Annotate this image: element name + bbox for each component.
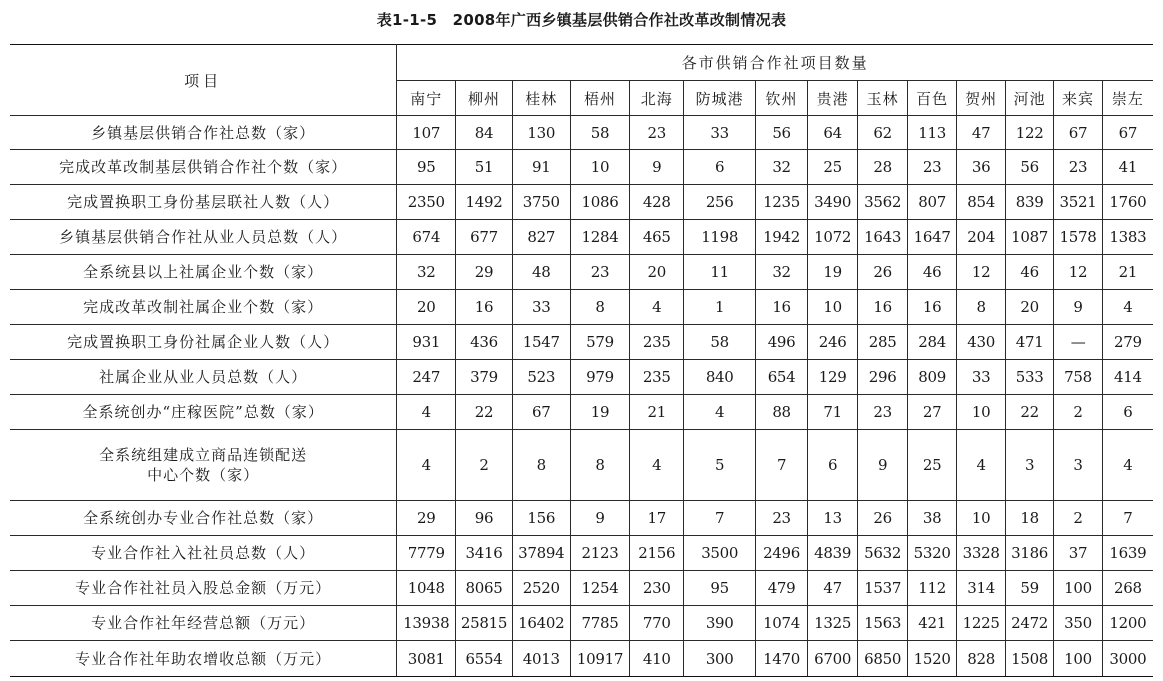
value-cell: 88 bbox=[756, 395, 808, 430]
value-cell: 3562 bbox=[858, 185, 908, 220]
value-cell: 48 bbox=[512, 255, 570, 290]
value-cell: 931 bbox=[397, 325, 456, 360]
value-cell: 8 bbox=[957, 290, 1005, 325]
value-cell: 2 bbox=[1054, 501, 1102, 536]
value-cell: 3521 bbox=[1054, 185, 1102, 220]
value-cell: 1760 bbox=[1102, 185, 1153, 220]
value-cell: 436 bbox=[456, 325, 513, 360]
value-cell: 36 bbox=[957, 150, 1005, 185]
value-cell: 654 bbox=[756, 360, 808, 395]
value-cell: 296 bbox=[858, 360, 908, 395]
value-cell: 23 bbox=[756, 501, 808, 536]
value-cell: 18 bbox=[1005, 501, 1053, 536]
row-label: 专业合作社年助农增收总额（万元） bbox=[10, 641, 397, 677]
city-group-header: 各市供销合作社项目数量 bbox=[397, 45, 1153, 81]
value-cell: 4 bbox=[397, 395, 456, 430]
value-cell: 23 bbox=[1054, 150, 1102, 185]
value-cell: 20 bbox=[1005, 290, 1053, 325]
value-cell: 1470 bbox=[756, 641, 808, 677]
value-cell: 1647 bbox=[907, 220, 957, 255]
value-cell: 285 bbox=[858, 325, 908, 360]
row-label: 专业合作社年经营总额（万元） bbox=[10, 606, 397, 641]
value-cell: 7785 bbox=[570, 606, 630, 641]
value-cell: 2156 bbox=[630, 536, 684, 571]
value-cell: 32 bbox=[756, 255, 808, 290]
row-label bbox=[10, 430, 397, 501]
value-cell: 67 bbox=[1102, 116, 1153, 150]
value-cell: 3186 bbox=[1005, 536, 1053, 571]
value-cell: 20 bbox=[397, 290, 456, 325]
value-cell: 26 bbox=[858, 501, 908, 536]
value-cell: 300 bbox=[684, 641, 756, 677]
value-cell: 47 bbox=[807, 571, 858, 606]
value-cell: 533 bbox=[1005, 360, 1053, 395]
row-label: 完成置换职工身份社属企业人数（人） bbox=[10, 325, 397, 360]
value-cell: 1087 bbox=[1005, 220, 1053, 255]
value-cell: 674 bbox=[397, 220, 456, 255]
table-row bbox=[10, 150, 1153, 185]
value-cell: 62 bbox=[858, 116, 908, 150]
value-cell: 1072 bbox=[807, 220, 858, 255]
value-cell: 246 bbox=[807, 325, 858, 360]
value-cell: 2520 bbox=[512, 571, 570, 606]
value-cell: 13 bbox=[807, 501, 858, 536]
value-cell: 1942 bbox=[756, 220, 808, 255]
value-cell: 4 bbox=[684, 395, 756, 430]
value-cell: — bbox=[1054, 325, 1102, 360]
value-cell: 2496 bbox=[756, 536, 808, 571]
value-cell: 156 bbox=[512, 501, 570, 536]
value-cell: 1284 bbox=[570, 220, 630, 255]
value-cell: 2350 bbox=[397, 185, 456, 220]
value-cell: 12 bbox=[957, 255, 1005, 290]
row-label-line: 全系统组建成立商品连锁配送 bbox=[99, 446, 308, 464]
value-cell: 67 bbox=[1054, 116, 1102, 150]
city-header: 贵港 bbox=[807, 81, 858, 116]
value-cell: 7 bbox=[756, 430, 808, 501]
table-row bbox=[10, 430, 1153, 501]
value-cell: 23 bbox=[570, 255, 630, 290]
value-cell: 677 bbox=[456, 220, 513, 255]
value-cell: 10 bbox=[957, 501, 1005, 536]
value-cell: 95 bbox=[684, 571, 756, 606]
value-cell: 1508 bbox=[1005, 641, 1053, 677]
value-cell: 37 bbox=[1054, 536, 1102, 571]
value-cell: 58 bbox=[570, 116, 630, 150]
value-cell: 112 bbox=[907, 571, 957, 606]
city-header: 玉林 bbox=[858, 81, 908, 116]
value-cell: 1048 bbox=[397, 571, 456, 606]
value-cell: 854 bbox=[957, 185, 1005, 220]
table-row bbox=[10, 536, 1153, 571]
value-cell: 4 bbox=[1102, 430, 1153, 501]
value-cell: 91 bbox=[512, 150, 570, 185]
value-cell: 579 bbox=[570, 325, 630, 360]
table-row bbox=[10, 571, 1153, 606]
value-cell: 2 bbox=[1054, 395, 1102, 430]
value-cell: 496 bbox=[756, 325, 808, 360]
item-column-header: 项目 bbox=[10, 45, 397, 116]
value-cell: 100 bbox=[1054, 571, 1102, 606]
value-cell: 279 bbox=[1102, 325, 1153, 360]
value-cell: 428 bbox=[630, 185, 684, 220]
value-cell: 3750 bbox=[512, 185, 570, 220]
row-label-line: 中心个数（家） bbox=[147, 466, 260, 484]
value-cell: 1225 bbox=[957, 606, 1005, 641]
table-row bbox=[10, 606, 1153, 641]
value-cell: 20 bbox=[630, 255, 684, 290]
city-header: 来宾 bbox=[1054, 81, 1102, 116]
value-cell: 1639 bbox=[1102, 536, 1153, 571]
value-cell: 7 bbox=[684, 501, 756, 536]
value-cell: 430 bbox=[957, 325, 1005, 360]
value-cell: 10 bbox=[957, 395, 1005, 430]
value-cell: 16402 bbox=[512, 606, 570, 641]
value-cell: 17 bbox=[630, 501, 684, 536]
value-cell: 9 bbox=[570, 501, 630, 536]
value-cell: 390 bbox=[684, 606, 756, 641]
value-cell: 1563 bbox=[858, 606, 908, 641]
row-label: 全系统县以上社属企业个数（家） bbox=[10, 255, 397, 290]
value-cell: 807 bbox=[907, 185, 957, 220]
value-cell: 1537 bbox=[858, 571, 908, 606]
city-header: 南宁 bbox=[397, 81, 456, 116]
value-cell: 47 bbox=[957, 116, 1005, 150]
value-cell: 12 bbox=[1054, 255, 1102, 290]
city-header: 防城港 bbox=[684, 81, 756, 116]
value-cell: 6 bbox=[1102, 395, 1153, 430]
value-cell: 25 bbox=[807, 150, 858, 185]
value-cell: 3416 bbox=[456, 536, 513, 571]
value-cell: 827 bbox=[512, 220, 570, 255]
value-cell: 122 bbox=[1005, 116, 1053, 150]
value-cell: 235 bbox=[630, 325, 684, 360]
value-cell: 350 bbox=[1054, 606, 1102, 641]
city-header: 桂林 bbox=[512, 81, 570, 116]
value-cell: 71 bbox=[807, 395, 858, 430]
value-cell: 26 bbox=[858, 255, 908, 290]
value-cell: 1492 bbox=[456, 185, 513, 220]
value-cell: 23 bbox=[907, 150, 957, 185]
value-cell: 1074 bbox=[756, 606, 808, 641]
value-cell: 235 bbox=[630, 360, 684, 395]
value-cell: 23 bbox=[630, 116, 684, 150]
value-cell: 3000 bbox=[1102, 641, 1153, 677]
value-cell: 4 bbox=[957, 430, 1005, 501]
city-header: 钦州 bbox=[756, 81, 808, 116]
value-cell: 16 bbox=[907, 290, 957, 325]
city-header: 河池 bbox=[1005, 81, 1053, 116]
value-cell: 523 bbox=[512, 360, 570, 395]
row-label: 专业合作社社员入股总金额（万元） bbox=[10, 571, 397, 606]
value-cell: 247 bbox=[397, 360, 456, 395]
value-cell: 33 bbox=[957, 360, 1005, 395]
value-cell: 770 bbox=[630, 606, 684, 641]
value-cell: 1086 bbox=[570, 185, 630, 220]
value-cell: 2 bbox=[456, 430, 513, 501]
value-cell: 5632 bbox=[858, 536, 908, 571]
value-cell: 5 bbox=[684, 430, 756, 501]
row-label: 乡镇基层供销合作社总数（家） bbox=[10, 116, 397, 150]
value-cell: 32 bbox=[397, 255, 456, 290]
value-cell: 230 bbox=[630, 571, 684, 606]
value-cell: 33 bbox=[512, 290, 570, 325]
value-cell: 19 bbox=[807, 255, 858, 290]
value-cell: 9 bbox=[630, 150, 684, 185]
value-cell: 59 bbox=[1005, 571, 1053, 606]
value-cell: 1520 bbox=[907, 641, 957, 677]
value-cell: 13938 bbox=[397, 606, 456, 641]
value-cell: 421 bbox=[907, 606, 957, 641]
value-cell: 3 bbox=[1005, 430, 1053, 501]
table-row bbox=[10, 185, 1153, 220]
value-cell: 46 bbox=[1005, 255, 1053, 290]
value-cell: 56 bbox=[756, 116, 808, 150]
row-label: 全系统创办“庄稼医院”总数（家） bbox=[10, 395, 397, 430]
value-cell: 3500 bbox=[684, 536, 756, 571]
row-label: 乡镇基层供销合作社从业人员总数（人） bbox=[10, 220, 397, 255]
value-cell: 4 bbox=[630, 290, 684, 325]
value-cell: 113 bbox=[907, 116, 957, 150]
value-cell: 1235 bbox=[756, 185, 808, 220]
value-cell: 84 bbox=[456, 116, 513, 150]
value-cell: 979 bbox=[570, 360, 630, 395]
value-cell: 839 bbox=[1005, 185, 1053, 220]
value-cell: 1383 bbox=[1102, 220, 1153, 255]
value-cell: 1547 bbox=[512, 325, 570, 360]
value-cell: 4839 bbox=[807, 536, 858, 571]
row-label: 社属企业从业人员总数（人） bbox=[10, 360, 397, 395]
value-cell: 4 bbox=[397, 430, 456, 501]
value-cell: 96 bbox=[456, 501, 513, 536]
value-cell: 33 bbox=[684, 116, 756, 150]
table-row bbox=[10, 641, 1153, 677]
value-cell: 16 bbox=[858, 290, 908, 325]
value-cell: 1325 bbox=[807, 606, 858, 641]
value-cell: 9 bbox=[1054, 290, 1102, 325]
city-header: 崇左 bbox=[1102, 81, 1153, 116]
value-cell: 7 bbox=[1102, 501, 1153, 536]
value-cell: 16 bbox=[756, 290, 808, 325]
value-cell: 2472 bbox=[1005, 606, 1053, 641]
value-cell: 16 bbox=[456, 290, 513, 325]
value-cell: 3 bbox=[1054, 430, 1102, 501]
value-cell: 32 bbox=[756, 150, 808, 185]
value-cell: 5320 bbox=[907, 536, 957, 571]
table-row bbox=[10, 325, 1153, 360]
value-cell: 3328 bbox=[957, 536, 1005, 571]
table-row bbox=[10, 501, 1153, 536]
value-cell: 3081 bbox=[397, 641, 456, 677]
value-cell: 1200 bbox=[1102, 606, 1153, 641]
value-cell: 8 bbox=[570, 430, 630, 501]
row-label: 完成改革改制社属企业个数（家） bbox=[10, 290, 397, 325]
value-cell: 6 bbox=[807, 430, 858, 501]
value-cell: 6700 bbox=[807, 641, 858, 677]
value-cell: 51 bbox=[456, 150, 513, 185]
value-cell: 6850 bbox=[858, 641, 908, 677]
value-cell: 46 bbox=[907, 255, 957, 290]
value-cell: 27 bbox=[907, 395, 957, 430]
city-header: 梧州 bbox=[570, 81, 630, 116]
value-cell: 4013 bbox=[512, 641, 570, 677]
table-row bbox=[10, 360, 1153, 395]
value-cell: 809 bbox=[907, 360, 957, 395]
value-cell: 268 bbox=[1102, 571, 1153, 606]
value-cell: 23 bbox=[858, 395, 908, 430]
value-cell: 129 bbox=[807, 360, 858, 395]
row-label: 专业合作社入社社员总数（人） bbox=[10, 536, 397, 571]
value-cell: 10 bbox=[807, 290, 858, 325]
data-table bbox=[10, 44, 1153, 677]
value-cell: 25 bbox=[907, 430, 957, 501]
table-row bbox=[10, 255, 1153, 290]
value-cell: 204 bbox=[957, 220, 1005, 255]
value-cell: 1 bbox=[684, 290, 756, 325]
city-header: 柳州 bbox=[456, 81, 513, 116]
value-cell: 58 bbox=[684, 325, 756, 360]
value-cell: 29 bbox=[456, 255, 513, 290]
value-cell: 1254 bbox=[570, 571, 630, 606]
value-cell: 479 bbox=[756, 571, 808, 606]
value-cell: 10 bbox=[570, 150, 630, 185]
table-title: 表1-1-5 2008年广西乡镇基层供销合作社改革改制情况表 bbox=[376, 11, 787, 29]
value-cell: 19 bbox=[570, 395, 630, 430]
value-cell: 758 bbox=[1054, 360, 1102, 395]
value-cell: 11 bbox=[684, 255, 756, 290]
value-cell: 130 bbox=[512, 116, 570, 150]
city-header: 贺州 bbox=[957, 81, 1005, 116]
value-cell: 6 bbox=[684, 150, 756, 185]
value-cell: 2123 bbox=[570, 536, 630, 571]
value-cell: 21 bbox=[630, 395, 684, 430]
value-cell: 3490 bbox=[807, 185, 858, 220]
value-cell: 414 bbox=[1102, 360, 1153, 395]
row-label: 完成置换职工身份基层联社人数（人） bbox=[10, 185, 397, 220]
value-cell: 4 bbox=[630, 430, 684, 501]
table-row bbox=[10, 395, 1153, 430]
value-cell: 67 bbox=[512, 395, 570, 430]
value-cell: 1198 bbox=[684, 220, 756, 255]
value-cell: 22 bbox=[1005, 395, 1053, 430]
value-cell: 1643 bbox=[858, 220, 908, 255]
value-cell: 379 bbox=[456, 360, 513, 395]
value-cell: 38 bbox=[907, 501, 957, 536]
value-cell: 41 bbox=[1102, 150, 1153, 185]
value-cell: 314 bbox=[957, 571, 1005, 606]
value-cell: 8 bbox=[570, 290, 630, 325]
value-cell: 471 bbox=[1005, 325, 1053, 360]
value-cell: 107 bbox=[397, 116, 456, 150]
row-label: 完成改革改制基层供销合作社个数（家） bbox=[10, 150, 397, 185]
value-cell: 8 bbox=[512, 430, 570, 501]
value-cell: 9 bbox=[858, 430, 908, 501]
table-row bbox=[10, 290, 1153, 325]
value-cell: 29 bbox=[397, 501, 456, 536]
value-cell: 828 bbox=[957, 641, 1005, 677]
city-header: 百色 bbox=[907, 81, 957, 116]
value-cell: 6554 bbox=[456, 641, 513, 677]
value-cell: 840 bbox=[684, 360, 756, 395]
value-cell: 100 bbox=[1054, 641, 1102, 677]
value-cell: 8065 bbox=[456, 571, 513, 606]
value-cell: 56 bbox=[1005, 150, 1053, 185]
value-cell: 22 bbox=[456, 395, 513, 430]
value-cell: 1578 bbox=[1054, 220, 1102, 255]
value-cell: 64 bbox=[807, 116, 858, 150]
value-cell: 21 bbox=[1102, 255, 1153, 290]
value-cell: 25815 bbox=[456, 606, 513, 641]
city-header: 北海 bbox=[630, 81, 684, 116]
value-cell: 37894 bbox=[512, 536, 570, 571]
value-cell: 95 bbox=[397, 150, 456, 185]
row-label: 全系统创办专业合作社总数（家） bbox=[10, 501, 397, 536]
value-cell: 284 bbox=[907, 325, 957, 360]
value-cell: 10917 bbox=[570, 641, 630, 677]
value-cell: 7779 bbox=[397, 536, 456, 571]
table-row bbox=[10, 220, 1153, 255]
value-cell: 256 bbox=[684, 185, 756, 220]
value-cell: 28 bbox=[858, 150, 908, 185]
value-cell: 465 bbox=[630, 220, 684, 255]
table-row bbox=[10, 116, 1153, 150]
value-cell: 410 bbox=[630, 641, 684, 677]
value-cell: 4 bbox=[1102, 290, 1153, 325]
